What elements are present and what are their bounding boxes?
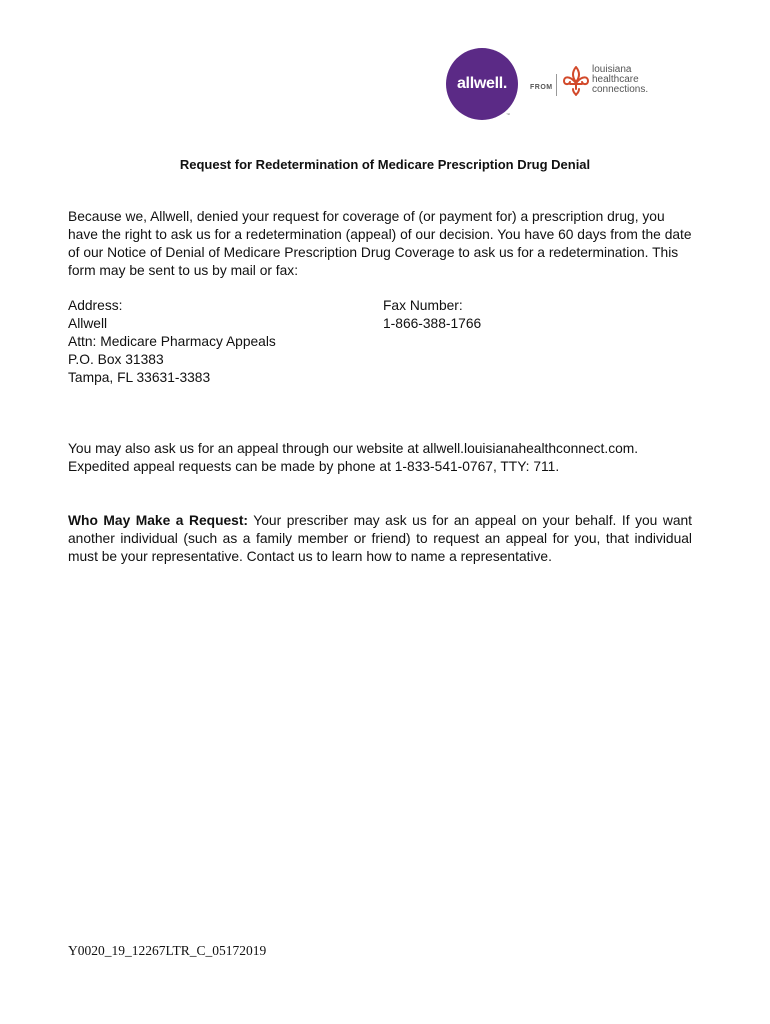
fax-block	[383, 297, 583, 333]
address-label: Address:	[68, 298, 123, 313]
logo-from-label: FROM	[530, 84, 553, 91]
louisiana-healthcare-connections-logo	[592, 65, 648, 95]
intro-paragraph: Because we, Allwell, denied your request for coverage of (or payment for) a prescription drug, you have the right to ask us for a redetermination (appeal) of our decision. You have 60 days from the date of our Notice of Denial of Medicare Prescription Drug Coverage to ask us for a redetermination. This form may be sent to us by mail or fax:	[68, 209, 692, 278]
trademark-mark: ™	[506, 112, 510, 117]
document-title: Request for Redetermination of Medicare Prescription Drug Denial	[179, 157, 591, 172]
document-code-footer: Y0020_19_12267LTR_C_05172019	[68, 943, 267, 958]
who-may-request-text: Your prescriber may ask us for an appeal on your behalf. If you want another individual (such as a family member or friend) to request an appeal for you, that individual must be your representative. Contact us to learn how to name a representative.	[68, 513, 692, 564]
address-line: Attn: Medicare Pharmacy Appeals	[68, 334, 276, 349]
fax-number: 1-866-388-1766	[383, 316, 482, 331]
partner-logo-line: connections.	[592, 84, 649, 95]
allwell-logo	[446, 48, 518, 120]
address-line: Tampa, FL 33631-3383	[68, 370, 211, 385]
mailing-address-block	[68, 297, 368, 387]
fax-label: Fax Number:	[383, 298, 463, 313]
fleur-de-lis-icon	[561, 64, 591, 98]
logo-divider	[556, 74, 557, 96]
address-line: P.O. Box 31383	[68, 352, 164, 367]
who-may-request-heading: Who May Make a Request:	[68, 513, 249, 528]
address-line: Allwell	[68, 316, 108, 331]
allwell-logo-text: allwell.	[456, 75, 508, 92]
who-may-request-paragraph	[68, 512, 692, 566]
partner-logo-line: healthcare	[592, 74, 639, 85]
partner-logo-line: louisiana	[592, 64, 632, 75]
website-paragraph: You may also ask us for an appeal through our website at allwell.louisianahealthconnect.com. Expedited appeal requests can be made by phone at 1-833-541-0767, TTY: 711.	[68, 441, 639, 474]
